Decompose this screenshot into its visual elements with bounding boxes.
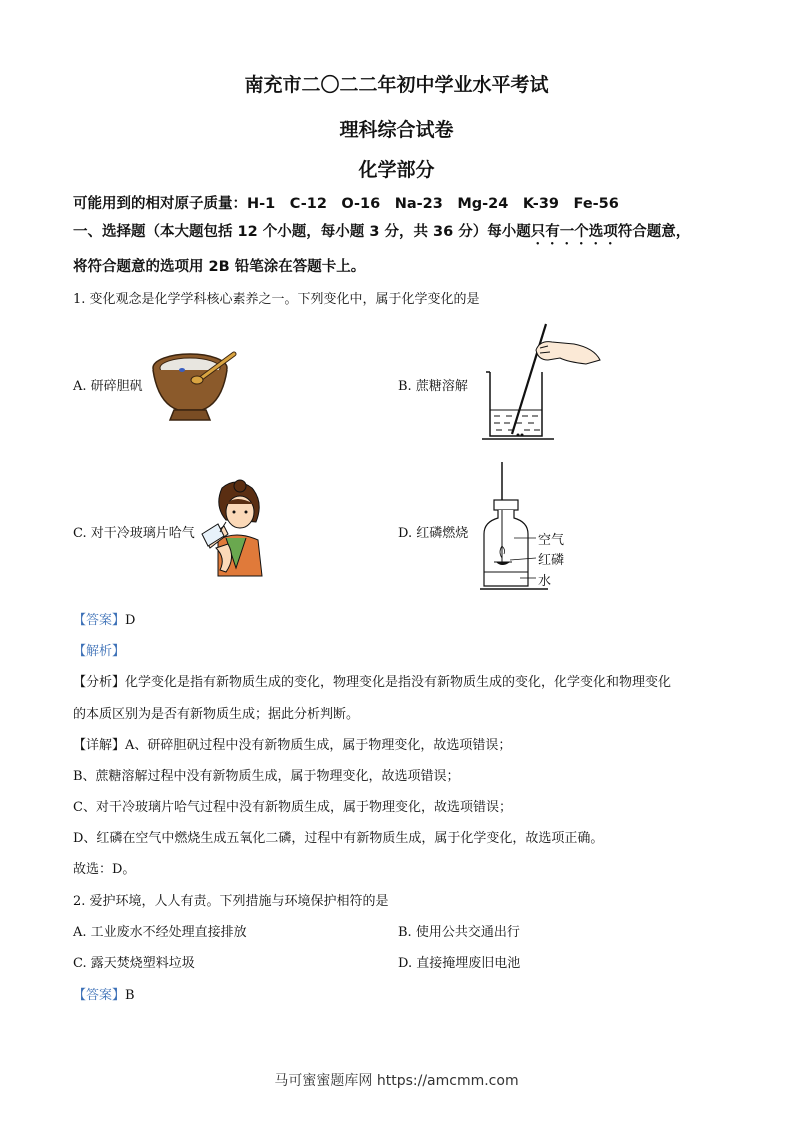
q2-answer bbox=[73, 984, 135, 1003]
label-red-phosphorus: 红磷 bbox=[538, 553, 565, 568]
label-water: 水 bbox=[538, 574, 552, 589]
instruction-prefix: 一、选择题（本大题包括 12 个小题，每小题 3 分，共 36 分）每小题 bbox=[73, 224, 531, 240]
q1-detail-c: C、对干冷玻璃片哈气过程中没有新物质生成，属于物理变化，故选项错误； bbox=[73, 800, 512, 815]
q1-answer bbox=[73, 609, 135, 628]
exam-title: 南充市二〇二二年初中学业水平考试 bbox=[244, 74, 549, 96]
section-one-instruction bbox=[73, 220, 690, 248]
detail-tag: 【详解】 bbox=[73, 738, 126, 753]
answer-value: D bbox=[125, 613, 136, 628]
girl-breathing-on-glass-illustration bbox=[196, 478, 268, 582]
q1-detail-a bbox=[73, 734, 511, 753]
fenxi-tag: 【分析】 bbox=[73, 675, 126, 690]
q1-analysis-tag: 【解析】 bbox=[73, 644, 126, 659]
q1-fenxi-line2: 的本质区别为是否有新物质生成；据此分析判断。 bbox=[73, 707, 360, 722]
label-air: 空气 bbox=[538, 533, 565, 548]
q2-option-d: D. 直接掩埋废旧电池 bbox=[398, 956, 521, 971]
section-title: 化学部分 bbox=[358, 159, 435, 181]
q2-stem: 2. 爱护环境，人人有责。下列措施与环境保护相符的是 bbox=[73, 894, 389, 909]
q1-option-c: C. 对干冷玻璃片哈气 bbox=[73, 526, 195, 541]
q1-choice: 故选：D。 bbox=[73, 862, 136, 877]
fenxi-text-1: 化学变化是指有新物质生成的变化，物理变化是指没有新物质生成的变化，化学变化和物理变化 bbox=[125, 675, 672, 690]
atomic-mass-line: 可能用到的相对原子质量：H-1 C-12 O-16 Na-23 Mg-24 K-39 Fe-56 bbox=[73, 196, 619, 212]
q1-stem: 1. 变化观念是化学学科核心素养之一。下列变化中，属于化学变化的是 bbox=[73, 292, 480, 307]
q1-fenxi-line1 bbox=[73, 671, 671, 690]
instruction-suffix: 符合题意， bbox=[617, 224, 691, 240]
footer-watermark: 马可蜜蜜题库网 https://amcmm.com bbox=[274, 1073, 519, 1089]
answer-tag: 【答案】 bbox=[73, 988, 126, 1003]
q2-option-b: B. 使用公共交通出行 bbox=[398, 925, 520, 940]
q1-option-b: B. 蔗糖溶解 bbox=[398, 379, 468, 394]
q2-option-c: C. 露天焚烧塑料垃圾 bbox=[73, 956, 195, 971]
section-one-instruction-2: 将符合题意的选项用 2B 铅笔涂在答题卡上。 bbox=[73, 259, 366, 275]
beaker-stirring-illustration bbox=[482, 322, 602, 442]
answer-value: B bbox=[125, 988, 135, 1003]
exam-subtitle: 理科综合试卷 bbox=[339, 119, 454, 141]
instruction-emphasis: 只有一个选项 bbox=[530, 224, 618, 240]
q2-option-a: A. 工业废水不经处理直接排放 bbox=[73, 925, 247, 940]
answer-tag: 【答案】 bbox=[73, 613, 126, 628]
q1-option-a: A. 研碎胆矾 bbox=[73, 379, 143, 394]
q1-detail-b: B、蔗糖溶解过程中没有新物质生成，属于物理变化，故选项错误； bbox=[73, 769, 460, 784]
mortar-pestle-illustration bbox=[148, 348, 240, 424]
q1-detail-d: D、红磷在空气中燃烧生成五氧化二磷，过程中有新物质生成，属于化学变化，故选项正确。 bbox=[73, 831, 604, 846]
detail-a-text: A、研碎胆矾过程中没有新物质生成，属于物理变化，故选项错误； bbox=[125, 738, 512, 753]
q1-option-d: D. 红磷燃烧 bbox=[398, 526, 469, 541]
